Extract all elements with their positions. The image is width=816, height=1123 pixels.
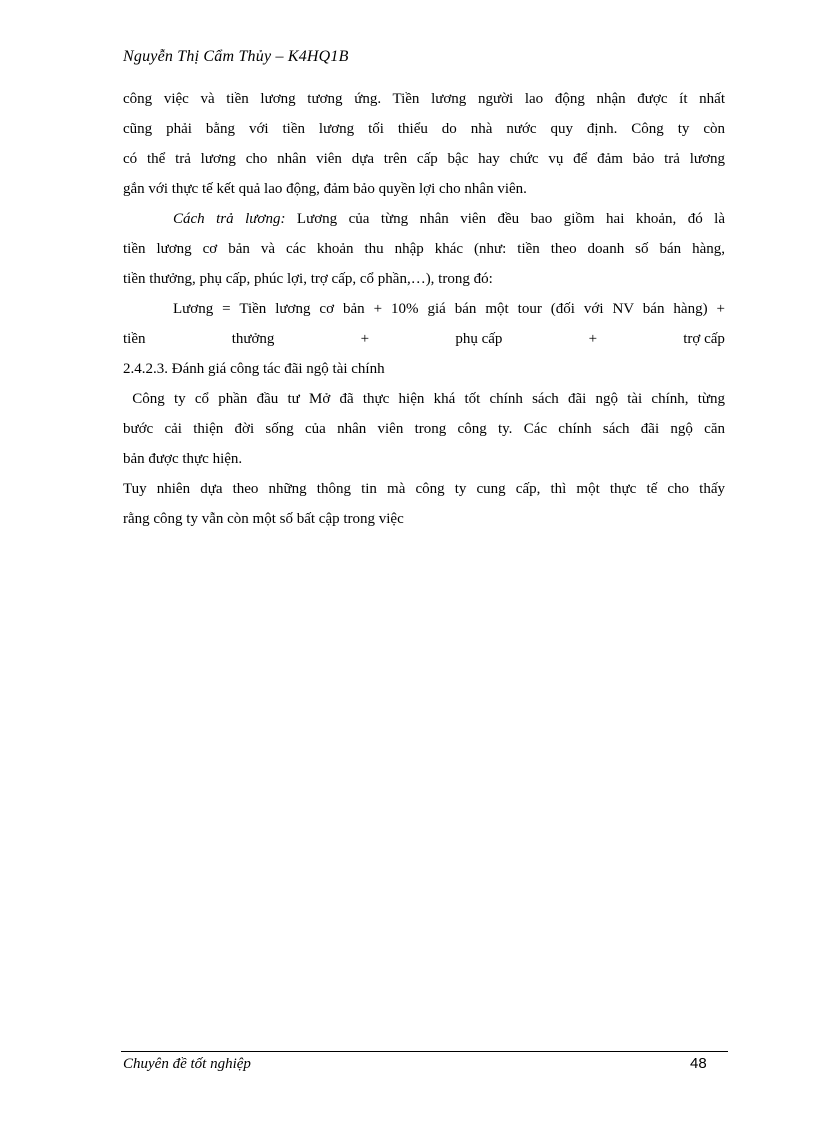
paragraph-3-line-3: bản được thực hiện. <box>123 451 243 467</box>
paragraph-3-line-1: Công ty cổ phần đầu tư Mở đã thực hiện khá tốt chính sách đãi ngộ tài chính, từng <box>123 391 726 407</box>
salary-formula-line-2 <box>123 324 725 354</box>
paragraph-2-line-1 <box>123 204 725 234</box>
body-text <box>123 84 725 534</box>
paragraph-4-line-1: Tuy nhiên dựa theo những thông tin mà công ty cung cấp, thì một thực tế cho thấy <box>123 481 725 497</box>
formula-term-bonus-a: tiền <box>123 331 146 347</box>
paragraph-1-line-3: có thể trả lương cho nhân viên dựa trên cấp bậc hay chức vụ để đảm bảo trả lương <box>123 151 725 167</box>
page-number: 48 <box>690 1055 707 1072</box>
paragraph-1-line-4: gắn với thực tế kết quả lao động, đảm bảo quyền lợi cho nhân viên. <box>123 181 527 197</box>
payment-method-label: Cách trả lương: <box>173 211 286 227</box>
section-heading: 2.4.2.3. Đánh giá công tác đãi ngộ tài chính <box>123 361 385 377</box>
paragraph-1-line-1: công việc và tiền lương tương ứng. Tiền lương người lao động nhận được ít nhất <box>123 91 725 107</box>
paragraph-2-line-2: tiền lương cơ bản và các khoản thu nhập khác (như: tiền theo doanh số bán hàng, <box>123 241 725 257</box>
formula-plus-2: + <box>588 331 598 347</box>
page-header-author: Nguyễn Thị Cẩm Thủy – K4HQ1B <box>123 48 349 65</box>
paragraph-2-line-3: tiền thưởng, phụ cấp, phúc lợi, trợ cấp, cổ phần,…), trong đó: <box>123 271 493 287</box>
salary-formula-line-1: Lương = Tiền lương cơ bản + 10% giá bán một tour (đối với NV bán hàng) + <box>173 301 725 317</box>
formula-term-subsidy: trợ cấp <box>683 331 725 347</box>
formula-term-bonus-b: thưởng <box>231 331 275 347</box>
paragraph-3-line-2: bước cải thiện đời sống của nhân viên trong công ty. Các chính sách đãi ngộ căn <box>123 421 725 437</box>
footer-divider <box>121 1051 728 1052</box>
formula-plus-1: + <box>360 331 370 347</box>
paragraph-2-line-1-text: Lương của từng nhân viên đều bao giồm hai khoản, đó là <box>296 211 725 227</box>
paragraph-4-line-2: rằng công ty vẫn còn một số bất cập trong việc <box>123 511 404 527</box>
formula-term-allowance: phụ cấp <box>455 331 503 347</box>
footer-title: Chuyên đề tốt nghiệp <box>123 1056 251 1072</box>
paragraph-1-line-2: cũng phải bằng với tiền lương tối thiểu do nhà nước quy định. Công ty còn <box>123 121 725 137</box>
